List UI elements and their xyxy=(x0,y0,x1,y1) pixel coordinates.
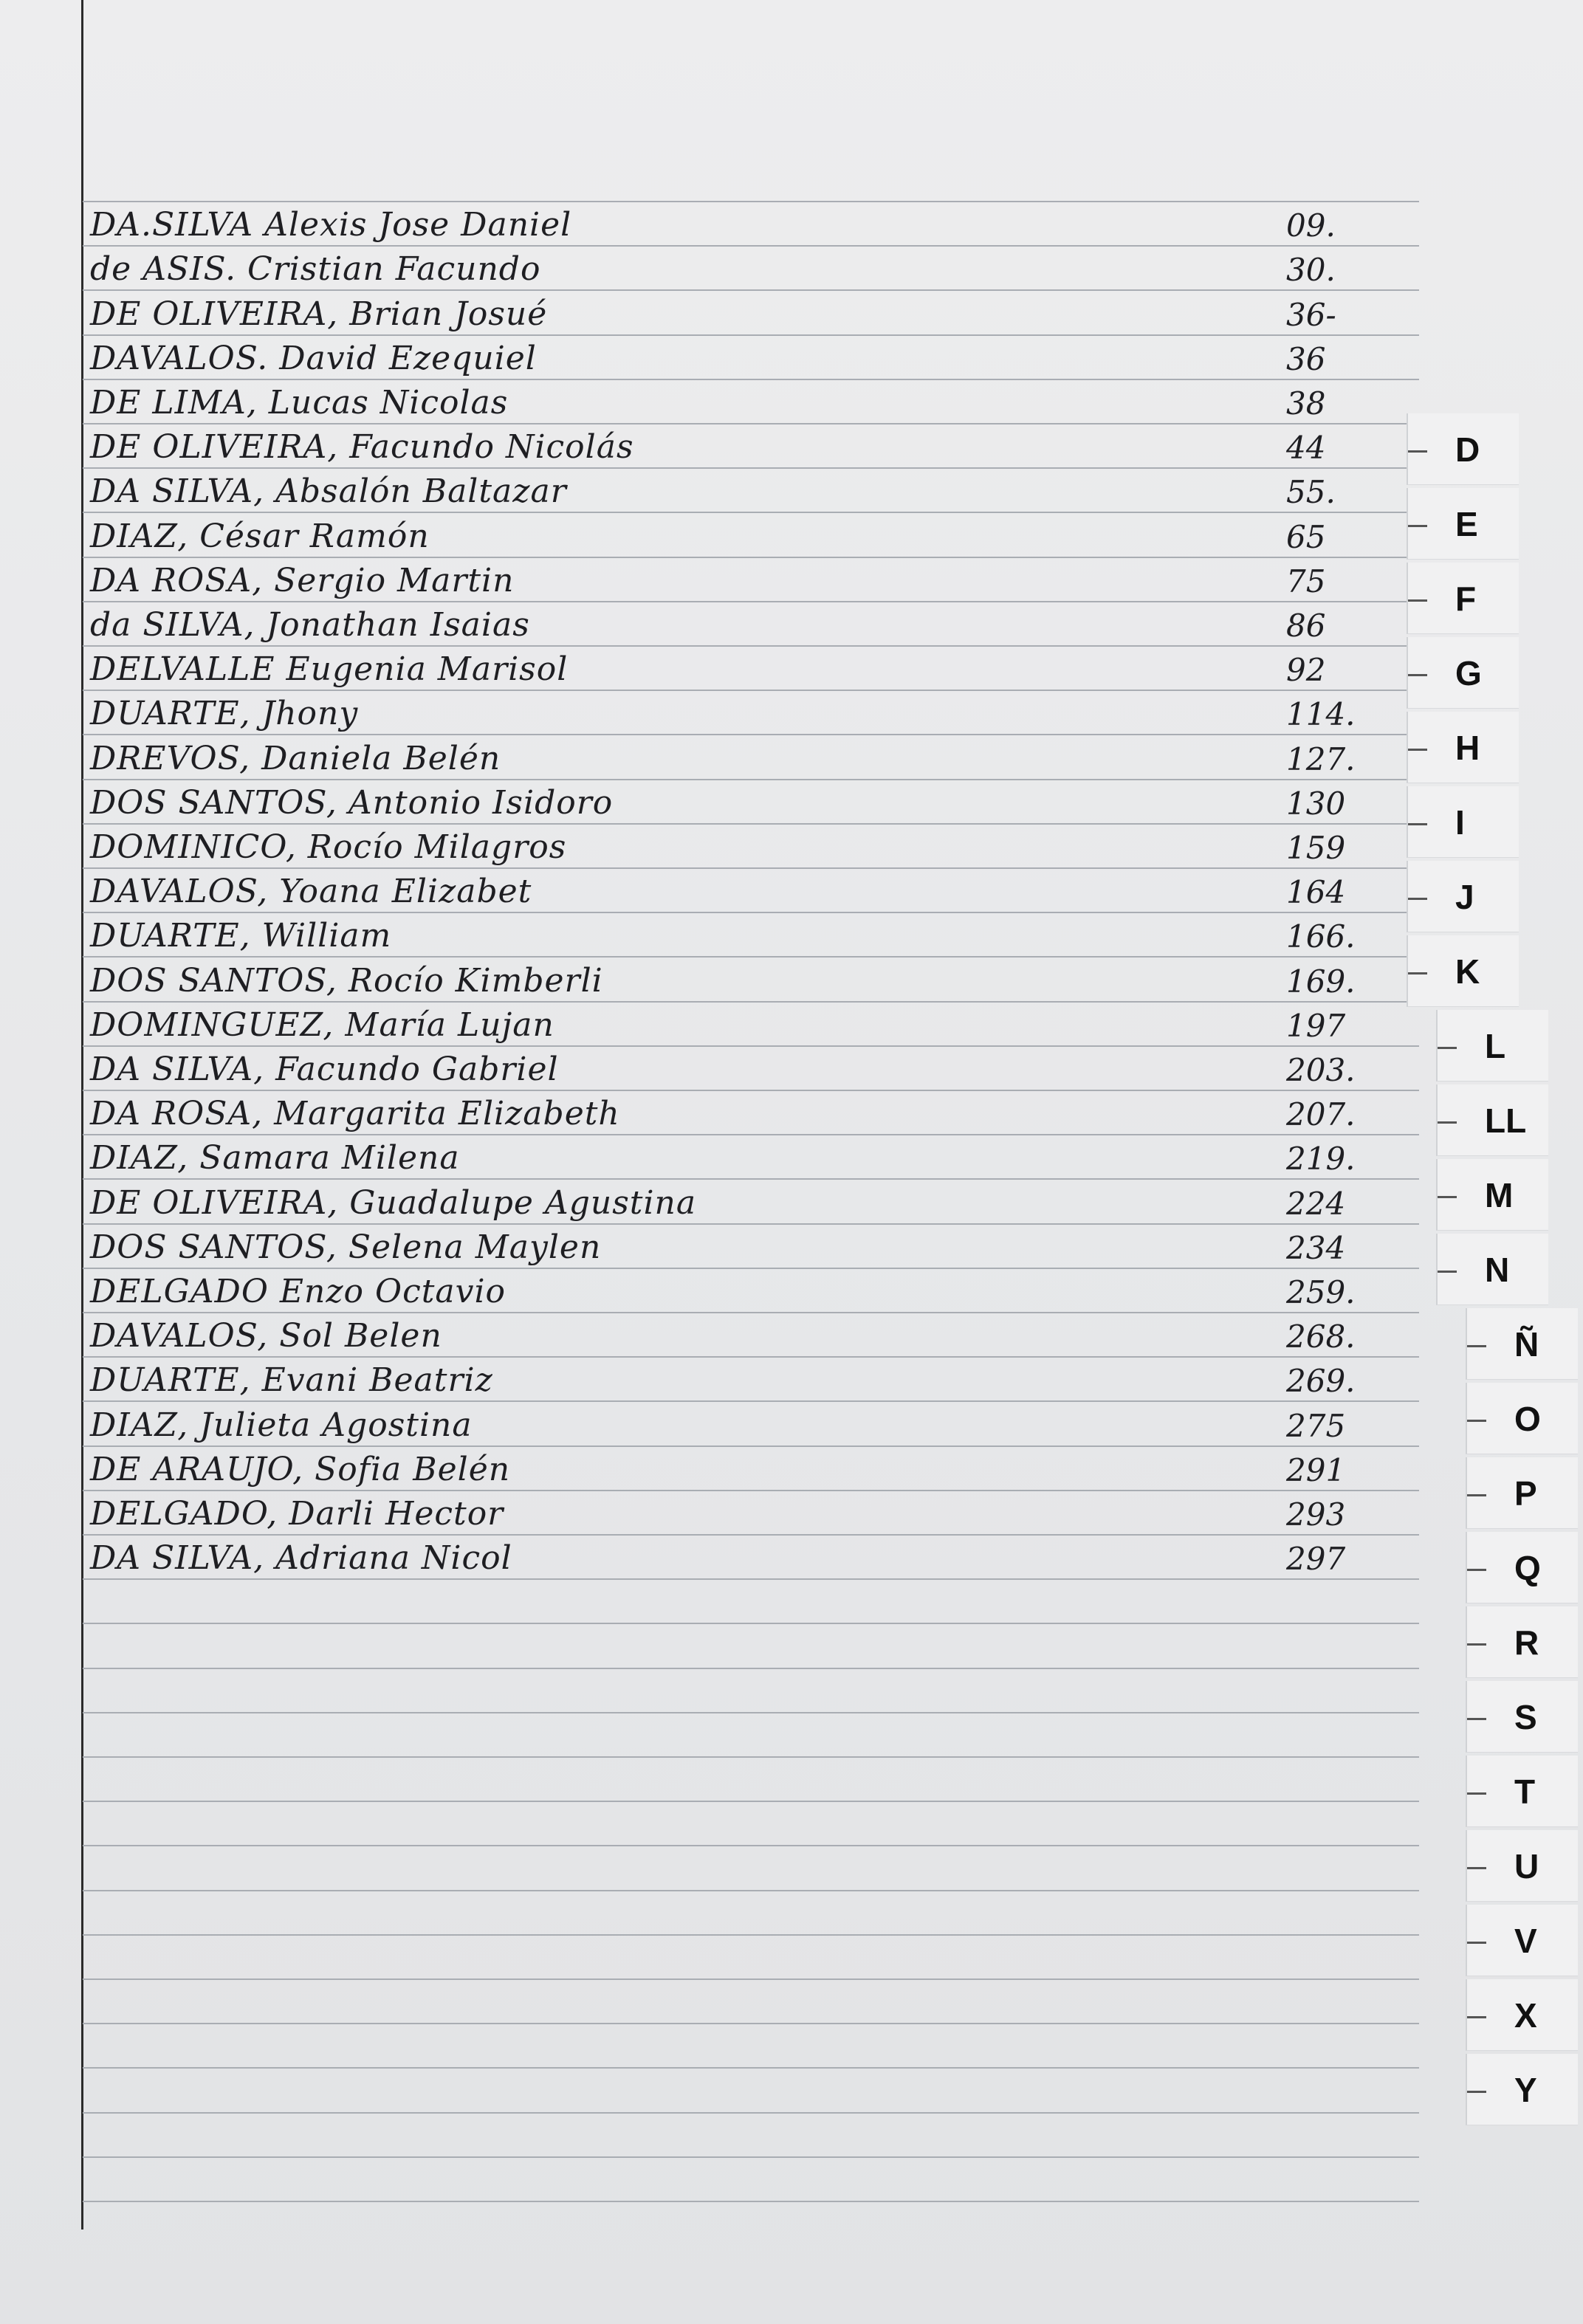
index-tab-label: M xyxy=(1485,1176,1514,1214)
entry-number: 86 xyxy=(1286,608,1326,644)
ruled-line xyxy=(83,2156,1419,2158)
entry-number: 09. xyxy=(1286,207,1336,244)
tab-tick-mark xyxy=(1438,1047,1457,1049)
entry-name: DA SILVA, Facundo Gabriel xyxy=(90,1051,559,1088)
list-item xyxy=(83,1534,1426,1578)
ruled-line xyxy=(83,1668,1419,1669)
tab-tick-mark xyxy=(1408,674,1427,676)
index-tab-label: V xyxy=(1514,1922,1537,1960)
index-tab-s[interactable] xyxy=(1466,1681,1578,1753)
list-item xyxy=(83,823,1426,867)
entry-name: DA ROSA, Sergio Martin xyxy=(90,561,515,599)
list-item xyxy=(83,1045,1426,1090)
tab-tick-mark xyxy=(1467,1718,1486,1720)
entry-number: 275 xyxy=(1286,1407,1346,1444)
entry-number: 268. xyxy=(1286,1319,1356,1355)
entry-name: DAVALOS, Sol Belen xyxy=(90,1317,442,1355)
tab-tick-mark xyxy=(1408,599,1427,602)
list-item xyxy=(83,1001,1426,1045)
list-item xyxy=(83,379,1426,423)
index-tab-j[interactable] xyxy=(1407,861,1519,932)
entry-number: 92 xyxy=(1286,652,1326,689)
entry-number: 291 xyxy=(1286,1451,1346,1488)
index-tab-label: Ñ xyxy=(1514,1325,1539,1364)
list-item xyxy=(83,912,1426,956)
index-tab-ll[interactable] xyxy=(1436,1084,1548,1156)
list-item xyxy=(83,290,1426,334)
ruled-line xyxy=(83,1578,1419,1580)
index-tab-label: R xyxy=(1514,1623,1539,1662)
list-item xyxy=(83,557,1426,601)
index-tab-g[interactable] xyxy=(1407,637,1519,709)
index-tab-label: G xyxy=(1455,654,1482,692)
ruled-line xyxy=(83,1756,1419,1758)
tab-tick-mark xyxy=(1467,1345,1486,1347)
tab-tick-mark xyxy=(1467,1569,1486,1571)
entry-name: DOS SANTOS, Selena Maylen xyxy=(90,1228,602,1266)
entry-number: 36- xyxy=(1286,296,1336,333)
tab-tick-mark xyxy=(1408,525,1427,527)
index-tab-label: F xyxy=(1455,580,1477,618)
tab-tick-mark xyxy=(1438,1121,1457,1124)
entry-name: DOMINICO, Rocío Milagros xyxy=(90,828,567,866)
ruled-line xyxy=(83,2201,1419,2202)
entry-number: 207. xyxy=(1286,1096,1356,1133)
list-item xyxy=(83,1401,1426,1445)
index-tab-m[interactable] xyxy=(1436,1159,1548,1231)
entry-name: DAVALOS. David Ezequiel xyxy=(90,339,537,377)
index-tab-label: K xyxy=(1455,952,1480,991)
list-item xyxy=(83,1490,1426,1534)
tab-tick-mark xyxy=(1408,898,1427,900)
list-item xyxy=(83,690,1426,734)
list-item xyxy=(83,1445,1426,1490)
entry-number: 164 xyxy=(1286,874,1346,911)
index-tab-label: J xyxy=(1455,878,1474,916)
entry-name: DOS SANTOS, Rocío Kimberli xyxy=(90,961,603,1000)
tab-tick-mark xyxy=(1408,749,1427,751)
index-tab-v[interactable] xyxy=(1466,1905,1578,1976)
entry-name: DA SILVA, Adriana Nicol xyxy=(90,1539,512,1578)
index-tab-label: P xyxy=(1514,1474,1537,1513)
index-tab-label: D xyxy=(1455,430,1480,469)
entry-name: DIAZ, Julieta Agostina xyxy=(90,1406,473,1444)
list-item xyxy=(83,512,1426,557)
entry-number: 197 xyxy=(1286,1007,1346,1044)
alphabet-index-tabs xyxy=(1407,413,1583,2259)
list-item xyxy=(83,779,1426,823)
tab-tick-mark xyxy=(1408,972,1427,974)
index-tab-label: U xyxy=(1514,1847,1539,1885)
tab-tick-mark xyxy=(1467,2091,1486,2093)
index-tab-label: T xyxy=(1514,1773,1536,1811)
index-tab-q[interactable] xyxy=(1466,1532,1578,1603)
tab-tick-mark xyxy=(1438,1271,1457,1273)
entry-name: DREVOS, Daniela Belén xyxy=(90,739,501,777)
ruled-line xyxy=(83,1934,1419,1936)
index-tab-h[interactable] xyxy=(1407,712,1519,783)
list-item xyxy=(83,467,1426,512)
entry-name: DA SILVA, Absalón Baltazar xyxy=(90,472,567,511)
entry-number: 259. xyxy=(1286,1274,1356,1310)
entry-name: DA.SILVA Alexis Jose Daniel xyxy=(90,206,572,244)
entry-number: 293 xyxy=(1286,1496,1346,1533)
index-tab-p[interactable] xyxy=(1466,1457,1578,1529)
index-tab-n[interactable] xyxy=(1436,1234,1548,1305)
index-tab-x[interactable] xyxy=(1466,1979,1578,2051)
entry-name: DE ARAUJO, Sofia Belén xyxy=(90,1450,511,1488)
tab-tick-mark xyxy=(1408,823,1427,825)
index-tab-label: I xyxy=(1455,803,1465,842)
entry-name: DUARTE, Jhony xyxy=(90,695,359,733)
list-item xyxy=(83,1134,1426,1178)
entry-number: 30. xyxy=(1286,252,1336,289)
tab-tick-mark xyxy=(1438,1196,1457,1198)
entry-name: DELGADO Enzo Octavio xyxy=(90,1273,507,1310)
entry-number: 269. xyxy=(1286,1363,1356,1400)
ruled-line xyxy=(83,1712,1419,1713)
entry-number: 166. xyxy=(1286,918,1356,955)
list-item xyxy=(83,201,1426,245)
entry-number: 65 xyxy=(1286,518,1326,555)
entry-name: DE OLIVEIRA, Guadalupe Agustina xyxy=(90,1183,697,1222)
index-tab-d[interactable] xyxy=(1407,413,1519,485)
index-tab-label: H xyxy=(1455,729,1480,767)
tab-tick-mark xyxy=(1467,1494,1486,1496)
ruled-line xyxy=(83,1801,1419,1802)
entry-number: 219. xyxy=(1286,1141,1356,1178)
index-tab-label: Y xyxy=(1514,2071,1537,2109)
index-tab-label: S xyxy=(1514,1698,1537,1736)
index-tab-l[interactable] xyxy=(1436,1010,1548,1082)
entry-number: 130 xyxy=(1286,785,1346,822)
entry-number: 55. xyxy=(1286,474,1336,511)
index-tab-label: E xyxy=(1455,505,1478,543)
ruled-line xyxy=(83,1623,1419,1624)
index-tab-ñ[interactable] xyxy=(1466,1308,1578,1380)
index-tab-label: X xyxy=(1514,1996,1537,2035)
entry-number: 234 xyxy=(1286,1229,1346,1266)
index-tab-y[interactable] xyxy=(1466,2054,1578,2125)
entry-number: 127. xyxy=(1286,740,1356,777)
list-item xyxy=(83,423,1426,467)
index-tab-e[interactable] xyxy=(1407,488,1519,560)
index-tab-i[interactable] xyxy=(1407,786,1519,858)
entry-number: 44 xyxy=(1286,430,1326,467)
index-tab-k[interactable] xyxy=(1407,935,1519,1007)
list-item xyxy=(83,1223,1426,1268)
index-tab-label: O xyxy=(1514,1400,1541,1438)
index-tab-label: Q xyxy=(1514,1549,1541,1587)
entry-name: DUARTE, William xyxy=(90,917,392,955)
ruled-line xyxy=(83,1979,1419,1980)
list-item xyxy=(83,1090,1426,1134)
list-item xyxy=(83,334,1426,379)
index-tab-f[interactable] xyxy=(1407,563,1519,634)
index-tab-t[interactable] xyxy=(1466,1756,1578,1827)
ruled-line xyxy=(83,1845,1419,1846)
index-tab-r[interactable] xyxy=(1466,1606,1578,1678)
entry-number: 169. xyxy=(1286,963,1356,1000)
tab-tick-mark xyxy=(1467,2016,1486,2018)
entry-number: 203. xyxy=(1286,1052,1356,1088)
entry-number: 159 xyxy=(1286,830,1346,866)
entry-number: 75 xyxy=(1286,563,1326,599)
tab-tick-mark xyxy=(1467,1643,1486,1646)
ruled-line xyxy=(83,1890,1419,1891)
entry-name: DA ROSA, Margarita Elizabeth xyxy=(90,1095,620,1133)
ruled-line xyxy=(83,2067,1419,2069)
tab-tick-mark xyxy=(1467,1867,1486,1869)
index-tab-label: N xyxy=(1485,1251,1510,1289)
list-item xyxy=(83,1179,1426,1223)
entry-name: DOMINGUEZ, María Lujan xyxy=(90,1005,554,1044)
entry-name: DE OLIVEIRA, Facundo Nicolás xyxy=(90,428,634,467)
ruled-line xyxy=(83,2023,1419,2024)
list-item xyxy=(83,645,1426,690)
index-tab-label: LL xyxy=(1485,1101,1527,1140)
index-tab-o[interactable] xyxy=(1466,1383,1578,1454)
list-item xyxy=(83,867,1426,912)
entry-number: 224 xyxy=(1286,1185,1346,1222)
entry-number: 38 xyxy=(1286,385,1326,422)
tab-tick-mark xyxy=(1408,450,1427,453)
list-item xyxy=(83,1312,1426,1356)
tab-tick-mark xyxy=(1467,1420,1486,1422)
entry-name: DE LIMA, Lucas Nicolas xyxy=(90,384,509,422)
list-item xyxy=(83,1356,1426,1400)
entry-name: DE OLIVEIRA, Brian Josué xyxy=(90,295,548,333)
entry-name: DELVALLE Eugenia Marisol xyxy=(90,650,569,689)
entry-name: DOS SANTOS, Antonio Isidoro xyxy=(90,783,614,822)
entry-name: da SILVA, Jonathan Isaias xyxy=(90,606,530,644)
index-tab-label: L xyxy=(1485,1027,1506,1065)
entry-number: 114. xyxy=(1286,696,1356,733)
list-item xyxy=(83,1268,1426,1312)
entry-number: 36 xyxy=(1286,340,1326,377)
entry-name: DUARTE, Evani Beatriz xyxy=(90,1361,493,1400)
tab-tick-mark xyxy=(1467,1792,1486,1795)
list-item xyxy=(83,957,1426,1001)
ruled-line xyxy=(83,2112,1419,2114)
tab-tick-mark xyxy=(1467,1942,1486,1944)
entry-name: DELGADO, Darli Hector xyxy=(90,1495,504,1533)
entry-name: DIAZ, Samara Milena xyxy=(90,1139,460,1178)
list-item xyxy=(83,735,1426,779)
list-item xyxy=(83,245,1426,289)
list-item xyxy=(83,601,1426,645)
entry-name: DIAZ, César Ramón xyxy=(90,517,430,555)
entry-name: de ASIS. Cristian Facundo xyxy=(90,250,541,289)
entry-number: 297 xyxy=(1286,1541,1346,1578)
entry-name: DAVALOS, Yoana Elizabet xyxy=(90,873,532,911)
index-tab-u[interactable] xyxy=(1466,1830,1578,1902)
